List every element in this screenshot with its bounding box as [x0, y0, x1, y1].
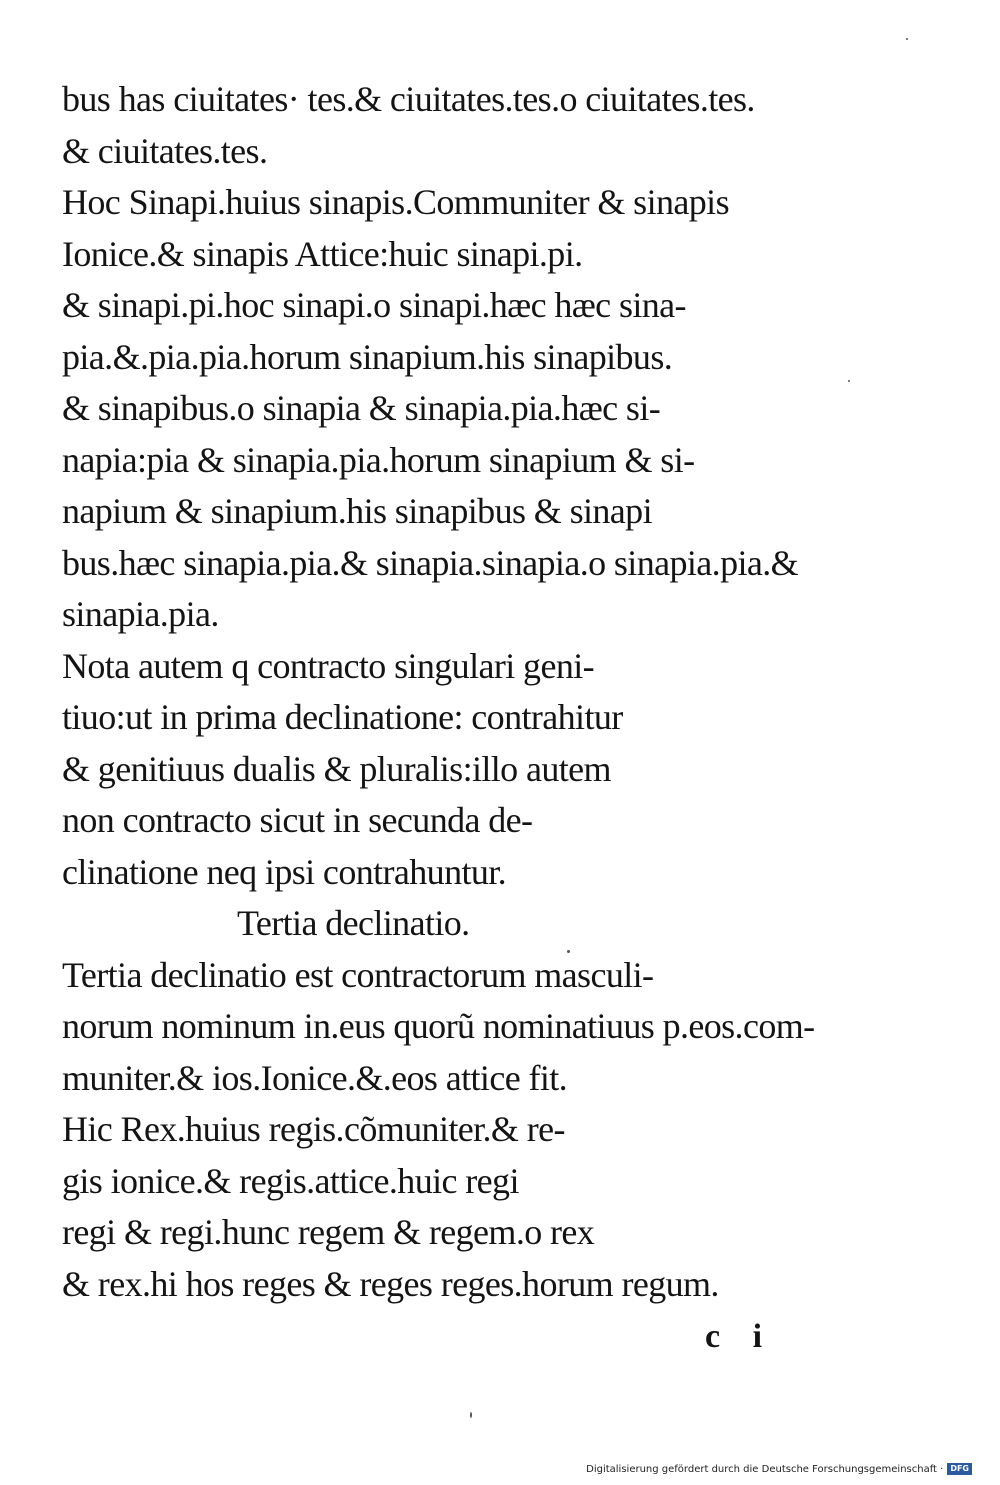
text-line-8: napia:pia & sinapia.pia.horum sinapium & si-: [62, 439, 695, 480]
text-line-5: & sinapi.pi.hoc sinapi.o sinapi.hæc hæc sina-: [62, 285, 686, 325]
text-line-23: regi & regi.hunc regem & regem.o rex: [62, 1212, 595, 1252]
digitization-footer: [586, 1463, 972, 1475]
text-line-1: bus has ciuitates· tes.& ciuitates.tes.o ciuitates.tes.: [62, 79, 755, 119]
text-line-21: Hic Rex.huius regis.cõmuniter.& re-: [62, 1109, 565, 1149]
footer-credit: Digitalisierung gefördert durch die Deutsche Forschungsgemeinschaft ·: [586, 1463, 944, 1475]
text-line-6: pia.&.pia.pia.horum sinapium.his sinapibus.: [62, 336, 673, 377]
text-line-18: Tertia declinatio est contractorum masculi-: [62, 954, 654, 995]
scan-speck: [906, 38, 908, 40]
text-line-20: muniter.& ios.Ionice.&.eos attice fit.: [62, 1057, 568, 1098]
scan-speck: [470, 1412, 472, 1418]
section-heading: Tertia declinatio.: [237, 903, 470, 943]
text-line-15: non contracto sicut in secunda de-: [62, 800, 533, 840]
text-line-11: sinapia.pia.: [62, 594, 219, 634]
text-line-2: & ciuitates.tes.: [62, 130, 268, 171]
text-line-14: & genitiuus dualis & pluralis:illo autem: [62, 748, 611, 789]
signature-mark: c i: [705, 1318, 775, 1355]
text-line-10: bus.hæc sinapia.pia.& sinapia.sinapia.o sinapia.pia.&: [62, 542, 799, 583]
text-line-7: & sinapibus.o sinapia & sinapia.pia.hæc si-: [62, 388, 661, 428]
text-line-13: tiuo:ut in prima declinatione: contrahitur: [62, 697, 623, 737]
text-line-19: norum nominum in.eus quorũ nominatiuus p.eos.com-: [62, 1006, 815, 1046]
text-line-22: gis ionice.& regis.attice.huic regi: [62, 1160, 519, 1201]
text-line-16: clinatione neq ipsi contrahuntur.: [62, 851, 507, 892]
scan-speck: [848, 380, 850, 382]
text-line-24: & rex.hi hos reges & reges reges.horum regum.: [62, 1263, 719, 1304]
dfg-logo: DFG: [947, 1463, 972, 1475]
latin-text-block: [62, 74, 942, 1310]
text-line-3: Hoc Sinapi.huius sinapis.Communiter & sinapis: [62, 182, 729, 222]
text-line-4: Ionice.& sinapis Attice:huic sinapi.pi.: [62, 233, 583, 274]
text-line-12: Nota autem q contracto singulari geni-: [62, 645, 595, 686]
scan-speck: [567, 950, 570, 953]
text-line-9: napium & sinapium.his sinapibus & sinapi: [62, 491, 652, 531]
